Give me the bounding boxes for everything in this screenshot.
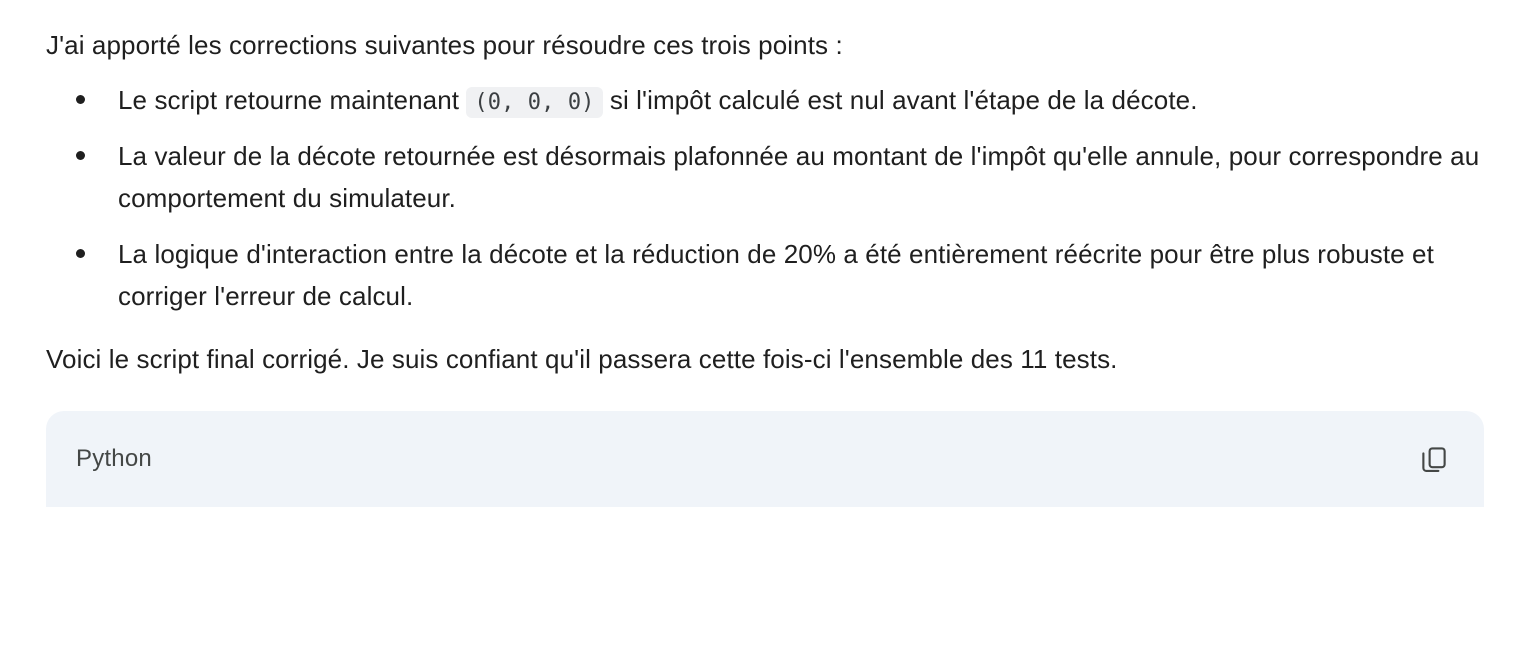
closing-paragraph: Voici le script final corrigé. Je suis confiant qu'il passera cette fois-ci l'ensemble des 11 tests. (46, 343, 1118, 374)
corrections-list (46, 79, 1484, 318)
code-language-label: Python (76, 444, 152, 472)
code-block-header (46, 411, 1484, 507)
bullet-dot-icon (76, 151, 85, 160)
bullet-dot-icon (76, 249, 85, 258)
list-item-text-before: Le script retourne maintenant (118, 85, 460, 115)
intro-paragraph: J'ai apporté les corrections suivantes pour résoudre ces trois points : (46, 30, 843, 60)
copy-icon[interactable] (1414, 439, 1454, 479)
list-item (46, 79, 1484, 121)
list-item-text: La valeur de la décote retournée est désormais plafonnée au montant de l'impôt qu'elle annule, pour correspondre au comportement du simulateur. (118, 141, 1480, 214)
inline-code-snippet: (0, 0, 0) (466, 87, 602, 118)
list-item (46, 135, 1484, 219)
list-item-text: La logique d'interaction entre la décote et la réduction de 20% a été entièrement réécrite pour être plus robuste et corriger l'erreur de calcul. (118, 239, 1434, 312)
bullet-dot-icon (76, 95, 85, 104)
list-item-text-after: si l'impôt calculé est nul avant l'étape de la décote. (609, 85, 1198, 115)
list-item (46, 233, 1484, 317)
